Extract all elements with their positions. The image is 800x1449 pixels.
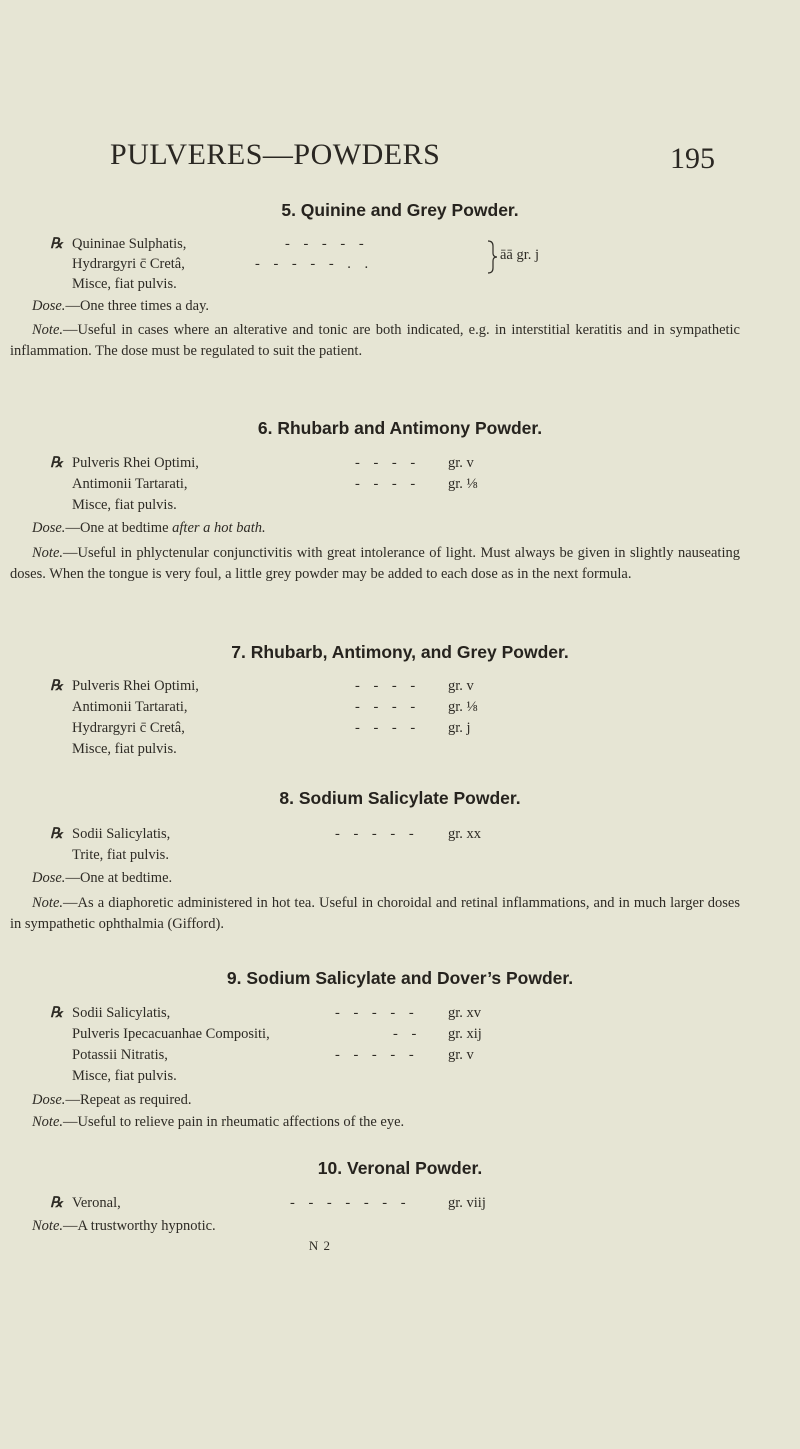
ingredient-name: Potassii Nitratis,: [72, 1047, 168, 1063]
ingredient-amount: gr. xx: [448, 826, 482, 842]
rx-symbol: ℞: [50, 1005, 63, 1021]
section-title: 5. Quinine and Grey Powder.: [281, 200, 519, 220]
dose-label: Dose.: [32, 298, 66, 314]
ingredient-name: Veronal,: [72, 1195, 121, 1211]
instruction: Trite, fiat pulvis.: [72, 847, 169, 863]
ingredient-amount: gr. xv: [448, 1005, 482, 1021]
note-label: Note.: [32, 1114, 64, 1130]
leader-dots: - - - - -: [335, 826, 419, 842]
leader-dots: - - - - - - -: [290, 1195, 411, 1211]
ingredient-name: Pulveris Rhei Optimi,: [72, 678, 199, 694]
ingredient-name: Quininae Sulphatis,: [72, 236, 187, 252]
ingredient-amount: gr. j: [448, 720, 471, 736]
ingredient-name: Sodii Salicylatis,: [72, 1005, 171, 1021]
leader-dots: - - - - -: [335, 1047, 419, 1063]
dose-text: —One at bedtime.: [65, 870, 173, 886]
leader-dots: - - - - -: [335, 1005, 419, 1021]
leader-dots: - -: [393, 1026, 422, 1042]
dose-label: Dose.: [32, 520, 66, 536]
ingredient-name: Sodii Salicylatis,: [72, 826, 171, 842]
instruction: Misce, fiat pulvis.: [72, 276, 177, 292]
dose-line: [32, 296, 732, 317]
ingredient-amount: gr. viij: [448, 1195, 486, 1211]
note-label: Note.: [32, 322, 64, 338]
ingredient-amount: gr. v: [448, 455, 474, 471]
ingredient-name: Hydrargyri c̄ Cretâ,: [72, 720, 185, 736]
leader-dots: - - - - - . .: [255, 256, 374, 272]
note-paragraph: [10, 893, 740, 935]
note-paragraph: [32, 1216, 732, 1237]
section-title: 9. Sodium Salicylate and Dover’s Powder.: [226, 968, 574, 988]
section-title: 6. Rhubarb and Antimony Powder.: [257, 418, 543, 438]
combined-amount: āā gr. j: [500, 247, 540, 263]
dose-text-emphasis: after a hot bath.: [172, 520, 266, 536]
note-paragraph: [32, 1112, 732, 1133]
section-title: 10. Veronal Powder.: [317, 1158, 483, 1178]
rx-symbol: ℞: [50, 826, 63, 842]
ingredient-name: Pulveris Rhei Optimi,: [72, 455, 199, 471]
dose-line: [32, 518, 732, 539]
dose-text: —Repeat as required.: [65, 1092, 192, 1108]
leader-dots: - - - -: [355, 476, 421, 492]
note-text: —A trustworthy hypnotic.: [63, 1218, 216, 1234]
dose-label: Dose.: [32, 870, 66, 886]
ingredient-name: Antimonii Tartarati,: [72, 699, 188, 715]
ingredient-amount: gr. ⅛: [448, 699, 478, 715]
section-title: 7. Rhubarb, Antimony, and Grey Powder.: [231, 642, 569, 662]
note-text: —Useful in phlyctenular conjunctivitis with great intolerance of light. Must always be given in slightly nauseating doses. When the tongue is very foul, a little grey powder may be added to each dose as in the next formula.: [10, 545, 740, 582]
ingredient-amount: gr. xij: [448, 1026, 482, 1042]
note-paragraph: [10, 320, 740, 362]
dose-text: —One three times a day.: [65, 298, 210, 314]
section-title: 8. Sodium Salicylate Powder.: [279, 788, 521, 808]
leader-dots: - - - -: [355, 455, 421, 471]
page-number: 195: [670, 142, 715, 175]
running-title: PULVERES—POWDERS: [110, 138, 441, 171]
note-paragraph: [10, 543, 740, 585]
leader-dots: - - - -: [355, 699, 421, 715]
brace-icon: [486, 240, 498, 274]
instruction: Misce, fiat pulvis.: [72, 741, 177, 757]
rx-symbol: ℞: [50, 455, 63, 471]
note-text: —Useful in cases where an alterative and tonic are both indicated, e.g. in interstitial keratitis and in sympathetic inflammation. The dose must be regulated to suit the patient.: [10, 322, 740, 359]
ingredient-amount: gr. ⅛: [448, 476, 478, 492]
ingredient-name: Pulveris Ipecacuanhae Compositi,: [72, 1026, 270, 1042]
signature-mark: N 2: [308, 1238, 332, 1253]
rx-symbol: ℞: [50, 1195, 63, 1211]
note-label: Note.: [32, 895, 64, 911]
ingredient-name: Antimonii Tartarati,: [72, 476, 188, 492]
instruction: Misce, fiat pulvis.: [72, 1068, 177, 1084]
ingredient-name: Hydrargyri c̄ Cretâ,: [72, 256, 185, 272]
ingredient-amount: gr. v: [448, 1047, 474, 1063]
note-label: Note.: [32, 545, 64, 561]
instruction: Misce, fiat pulvis.: [72, 497, 177, 513]
note-label: Note.: [32, 1218, 64, 1234]
ingredient-amount: gr. v: [448, 678, 474, 694]
dose-label: Dose.: [32, 1092, 66, 1108]
rx-symbol: ℞: [50, 236, 63, 252]
note-text: —Useful to relieve pain in rheumatic affections of the eye.: [63, 1114, 405, 1130]
dose-line: [32, 868, 732, 889]
leader-dots: - - - -: [355, 678, 421, 694]
dose-text: —One at bedtime: [65, 520, 173, 536]
note-text: —As a diaphoretic administered in hot tea. Useful in choroidal and retinal inflammations, and in much larger doses in sympathetic ophthalmia (Gifford).: [10, 895, 740, 932]
rx-symbol: ℞: [50, 678, 63, 694]
leader-dots: - - - - -: [285, 236, 369, 252]
leader-dots: - - - -: [355, 720, 421, 736]
dose-line: [32, 1090, 732, 1111]
